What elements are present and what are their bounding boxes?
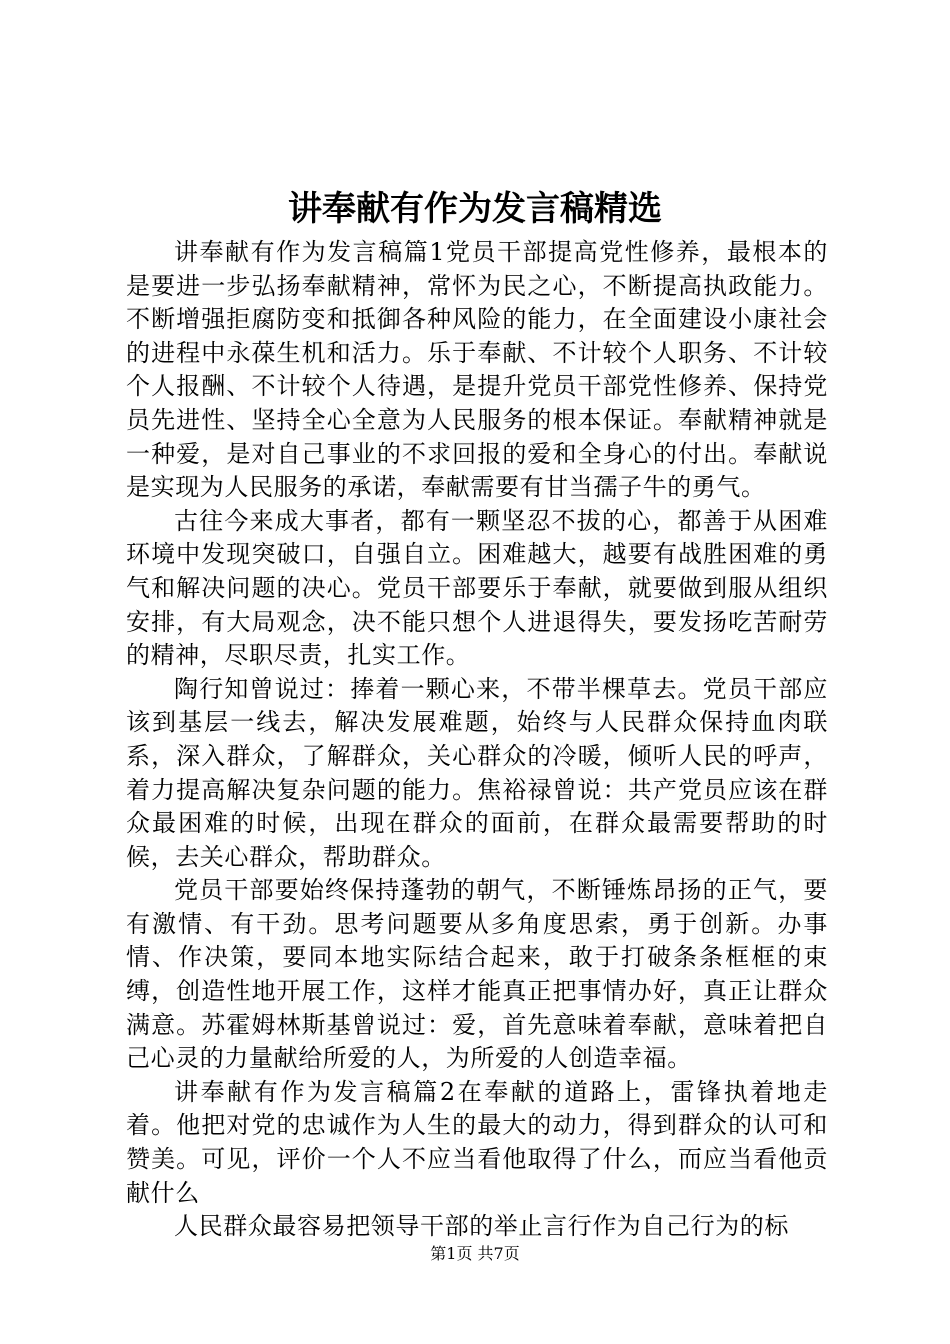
paragraph-6: 人民群众最容易把领导干部的举止言行作为自己行为的标	[174, 1212, 789, 1241]
page-footer: 第1页 共7页	[430, 1244, 520, 1263]
paragraph-2: 古往今来成大事者，都有一颗坚忍不拔的心，都善于从困难环境中发现突破口，自强自立。困难越大，越要有战胜困难的勇气和解决问题的决心。党员干部要乐于奉献，就要做到服从组织安排，有大局观念，决不能只想个人进退得失，要发扬吃苦耐劳的精神，尽职尽责，扎实工作。	[126, 506, 828, 670]
paragraph-4: 党员干部要始终保持蓬勃的朝气，不断锤炼昂扬的正气，要有激情、有干劲。思考问题要从多角度思索，勇于创新。办事情、作决策，要同本地实际结合起来，敢于打破条条框框的束缚，创造性地开展工作，这样才能真正把事情办好，真正让群众满意。苏霍姆林斯基曾说过：爱，首先意味着奉献，意味着把自己心灵的力量献给所爱的人，为所爱的人创造幸福。	[126, 876, 828, 1073]
paragraph-3: 陶行知曾说过：捧着一颗心来，不带半棵草去。党员干部应该到基层一线去，解决发展难题，始终与人民群众保持血肉联系，深入群众，了解群众，关心群众的冷暖，倾听人民的呼声，着力提高解决复杂问题的能力。焦裕禄曾说：共产党员应该在群众最困难的时候，出现在群众的面前，在群众最需要帮助的时候，去关心群众，帮助群众。	[126, 674, 828, 871]
paragraph-5: 讲奉献有作为发言稿篇2在奉献的道路上，雷锋执着地走着。他把对党的忠诚作为人生的最大的动力，得到群众的认可和赞美。可见，评价一个人不应当看他取得了什么，而应当看他贡献什么	[126, 1077, 828, 1207]
paragraph-1: 讲奉献有作为发言稿篇1党员干部提高党性修养，最根本的是要进一步弘扬奉献精神，常怀为民之心，不断提高执政能力。不断增强拒腐防变和抵御各种风险的能力，在全面建设小康社会的进程中永葆生机和活力。乐于奉献、不计较个人职务、不计较个人报酬、不计较个人待遇，是提升党员干部党性修养、保持党员先进性、坚持全心全意为人民服务的根本保证。奉献精神就是一种爱，是对自己事业的不求回报的爱和全身心的付出。奉献说是实现为人民服务的承诺，奉献需要有甘当孺子牛的勇气。	[126, 238, 828, 502]
document-body	[126, 236, 828, 1244]
document-title: 讲奉献有作为发言稿精选	[288, 189, 662, 229]
